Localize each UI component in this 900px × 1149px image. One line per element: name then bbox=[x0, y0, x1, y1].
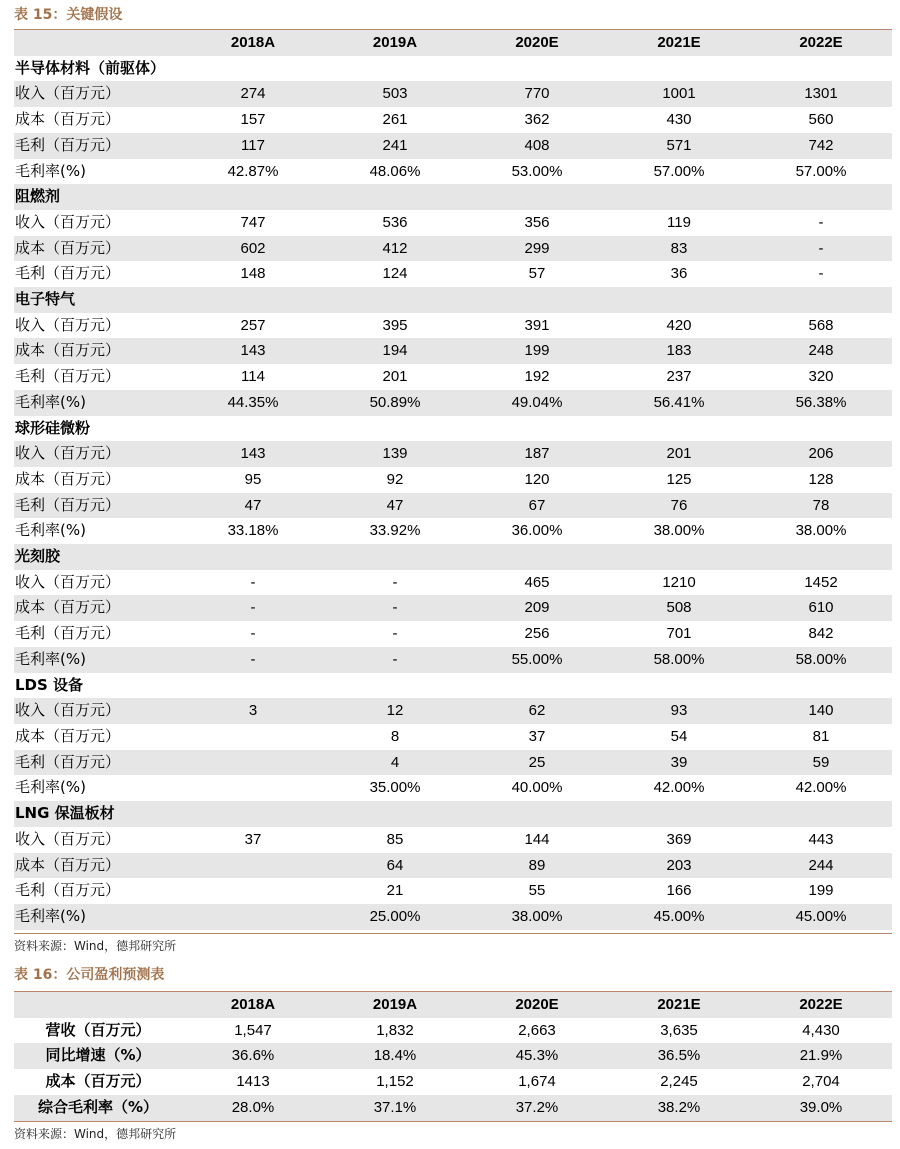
table-cell bbox=[608, 801, 750, 827]
table-cell: 67 bbox=[466, 493, 608, 519]
table-cell: 395 bbox=[382, 316, 408, 334]
table-cell: 89 bbox=[466, 853, 608, 879]
table-cell: 50.89% bbox=[324, 390, 466, 416]
table-cell: 148 bbox=[240, 265, 266, 283]
table-cell: 274 bbox=[182, 81, 324, 107]
table-cell: 187 bbox=[466, 441, 608, 467]
table-cell: - bbox=[392, 625, 398, 643]
table-cell: 408 bbox=[466, 133, 608, 159]
table-cell: 320 bbox=[808, 368, 834, 386]
row-label: 收入（百万元） bbox=[14, 698, 182, 724]
table-cell: 3,635 bbox=[660, 1021, 698, 1039]
section-label: LDS 设备 bbox=[15, 675, 84, 694]
table-cell: 21 bbox=[386, 882, 404, 900]
table-cell: 42.00% bbox=[795, 779, 847, 797]
table-cell bbox=[324, 56, 466, 82]
table-cell: 412 bbox=[324, 236, 466, 262]
table-cell: 201 bbox=[382, 368, 408, 386]
table-row bbox=[14, 878, 892, 904]
header-year: 2021E bbox=[608, 30, 750, 56]
row-label: 毛利（百万元） bbox=[15, 624, 121, 643]
row-label: 成本（百万元） bbox=[45, 1072, 151, 1091]
table-cell: 58.00% bbox=[608, 647, 750, 673]
header-year: 2020E bbox=[466, 30, 608, 56]
table15-source: 资料来源：Wind，德邦研究所 bbox=[14, 939, 177, 953]
table-cell: 36.5% bbox=[608, 1043, 750, 1069]
table-cell: 93 bbox=[608, 698, 750, 724]
table-cell: 2,704 bbox=[802, 1073, 840, 1091]
table-cell: 356 bbox=[524, 213, 550, 231]
table-row bbox=[14, 261, 892, 287]
table-cell: 199 bbox=[808, 882, 834, 900]
table-row bbox=[14, 775, 892, 801]
table-cell: 1210 bbox=[662, 573, 696, 591]
table-cell: 842 bbox=[808, 625, 834, 643]
section-row bbox=[14, 184, 892, 210]
table-cell: 248 bbox=[750, 338, 892, 364]
table-cell bbox=[182, 750, 324, 776]
table-cell: 37 bbox=[528, 727, 546, 745]
section-label: 球形硅微粉 bbox=[15, 418, 91, 437]
header-corner bbox=[14, 992, 182, 1018]
table-cell: 117 bbox=[182, 133, 324, 159]
section-row bbox=[14, 416, 892, 442]
table-cell: 39 bbox=[608, 750, 750, 776]
table-cell: 209 bbox=[466, 595, 608, 621]
table16-title: 表 16：公司盈利预测表 bbox=[14, 967, 165, 983]
table-cell bbox=[466, 287, 608, 313]
table-cell: 125 bbox=[666, 470, 692, 488]
row-label: 毛利率(%) bbox=[15, 521, 86, 540]
table-cell bbox=[466, 416, 608, 442]
table-cell: 45.00% bbox=[608, 904, 750, 930]
row-label: 收入（百万元） bbox=[14, 441, 182, 467]
table-cell bbox=[182, 904, 324, 930]
row-label: 毛利（百万元） bbox=[14, 133, 182, 159]
table-cell: 742 bbox=[750, 133, 892, 159]
table-cell: - bbox=[818, 213, 824, 231]
row-label: 成本（百万元） bbox=[15, 726, 121, 745]
table-row bbox=[14, 1043, 892, 1069]
table-cell: 362 bbox=[524, 111, 550, 129]
row-label: 成本（百万元） bbox=[15, 469, 121, 488]
table-cell: 12 bbox=[324, 698, 466, 724]
section-label: 电子特气 bbox=[14, 287, 182, 313]
table-cell: 203 bbox=[608, 853, 750, 879]
table-cell: - bbox=[324, 647, 466, 673]
table-cell bbox=[182, 724, 324, 750]
table-cell: 83 bbox=[608, 236, 750, 262]
section-label: 阻燃剂 bbox=[14, 184, 182, 210]
table-cell bbox=[182, 544, 324, 570]
header-year: 2018A bbox=[182, 30, 324, 56]
table-cell: 38.00% bbox=[653, 522, 705, 540]
table-cell: 144 bbox=[524, 830, 550, 848]
key-assumptions-table bbox=[14, 30, 892, 930]
table-cell: 8 bbox=[390, 727, 400, 745]
table-row bbox=[14, 81, 892, 107]
table-cell bbox=[324, 416, 466, 442]
table-cell: 1413 bbox=[236, 1073, 270, 1091]
header-year: 2021E bbox=[608, 992, 750, 1018]
table-cell: 201 bbox=[608, 441, 750, 467]
table-cell: 35.00% bbox=[369, 779, 421, 797]
table15-bottom-rule bbox=[14, 933, 892, 934]
table-cell bbox=[182, 56, 324, 82]
header-corner bbox=[14, 30, 182, 56]
row-label: 毛利（百万元） bbox=[15, 264, 121, 283]
table-row bbox=[14, 1018, 892, 1044]
row-label: 收入（百万元） bbox=[15, 829, 121, 848]
table-cell: 199 bbox=[466, 338, 608, 364]
table-cell bbox=[608, 287, 750, 313]
table-cell: 42.87% bbox=[227, 162, 279, 180]
table-cell: 49.04% bbox=[466, 390, 608, 416]
table15-title: 表 15：关键假设 bbox=[14, 7, 123, 23]
table-cell: 28.0% bbox=[182, 1095, 324, 1121]
table-cell: 57.00% bbox=[795, 162, 847, 180]
table-cell bbox=[750, 184, 892, 210]
table-cell: 1,152 bbox=[376, 1073, 414, 1091]
table-cell bbox=[182, 287, 324, 313]
table-cell: 37.2% bbox=[466, 1095, 608, 1121]
table-cell bbox=[182, 775, 324, 801]
row-label: 毛利率(%) bbox=[14, 647, 182, 673]
table-row bbox=[14, 338, 892, 364]
table-cell: 76 bbox=[608, 493, 750, 519]
table-cell: 369 bbox=[666, 830, 692, 848]
row-label: 收入（百万元） bbox=[15, 572, 121, 591]
table-row bbox=[14, 1095, 892, 1121]
table-cell: 237 bbox=[666, 368, 692, 386]
table15-header-row bbox=[14, 30, 892, 56]
table-row bbox=[14, 904, 892, 930]
table-cell: - bbox=[750, 236, 892, 262]
table-row bbox=[14, 133, 892, 159]
table-cell: 64 bbox=[324, 853, 466, 879]
table-row bbox=[14, 159, 892, 185]
table-row bbox=[14, 518, 892, 544]
section-row bbox=[14, 801, 892, 827]
table-cell: 261 bbox=[382, 111, 408, 129]
table-cell: 56.41% bbox=[608, 390, 750, 416]
table-cell: 4 bbox=[324, 750, 466, 776]
table-cell: 36.00% bbox=[511, 522, 563, 540]
table-cell bbox=[324, 673, 466, 699]
table-cell: 33.92% bbox=[369, 522, 421, 540]
header-year: 2022E bbox=[750, 992, 892, 1018]
table-cell: 536 bbox=[382, 213, 408, 231]
table-cell: 4,430 bbox=[802, 1021, 840, 1039]
table-cell: 241 bbox=[324, 133, 466, 159]
row-label: 成本（百万元） bbox=[15, 110, 121, 129]
row-label: 营收（百万元） bbox=[45, 1020, 151, 1039]
table-cell bbox=[750, 287, 892, 313]
table-cell: - bbox=[392, 573, 398, 591]
row-label: 综合毛利率（%） bbox=[14, 1095, 182, 1121]
table-cell bbox=[750, 801, 892, 827]
table-cell: 610 bbox=[750, 595, 892, 621]
table-cell: - bbox=[250, 625, 256, 643]
table-cell: - bbox=[182, 647, 324, 673]
row-label: 毛利（百万元） bbox=[14, 750, 182, 776]
table-cell: 299 bbox=[466, 236, 608, 262]
table-cell: 21.9% bbox=[750, 1043, 892, 1069]
row-label: 毛利（百万元） bbox=[15, 367, 121, 386]
table-cell: 38.2% bbox=[608, 1095, 750, 1121]
row-label: 毛利（百万元） bbox=[14, 493, 182, 519]
table-cell: 54 bbox=[670, 727, 688, 745]
table-cell: 1,674 bbox=[518, 1073, 556, 1091]
table-cell: - bbox=[182, 595, 324, 621]
row-label: 成本（百万元） bbox=[14, 853, 182, 879]
row-label: 成本（百万元） bbox=[14, 595, 182, 621]
table-cell: 1,832 bbox=[376, 1021, 414, 1039]
section-row bbox=[14, 287, 892, 313]
table-cell: 1,547 bbox=[234, 1021, 272, 1039]
table-cell: 140 bbox=[750, 698, 892, 724]
header-year: 2020E bbox=[466, 992, 608, 1018]
table-cell: 42.00% bbox=[653, 779, 705, 797]
table-cell bbox=[324, 801, 466, 827]
table-row bbox=[14, 441, 892, 467]
table-cell bbox=[182, 184, 324, 210]
header-year: 2018A bbox=[182, 992, 324, 1018]
table-cell: 38.00% bbox=[466, 904, 608, 930]
table-cell bbox=[182, 878, 324, 904]
row-label: 毛利率(%) bbox=[15, 161, 86, 180]
table-cell: 166 bbox=[666, 882, 692, 900]
table-cell: 40.00% bbox=[511, 779, 563, 797]
table-cell: 124 bbox=[382, 265, 408, 283]
table-row bbox=[14, 750, 892, 776]
row-label: 成本（百万元） bbox=[14, 338, 182, 364]
table-cell bbox=[750, 416, 892, 442]
table-cell: 257 bbox=[240, 316, 266, 334]
table-cell bbox=[466, 544, 608, 570]
table-cell: 143 bbox=[182, 441, 324, 467]
table-cell: 1452 bbox=[804, 573, 838, 591]
table-cell: 39.0% bbox=[750, 1095, 892, 1121]
table-row bbox=[14, 364, 892, 390]
table-cell: 37 bbox=[244, 830, 262, 848]
section-label: 光刻胶 bbox=[14, 544, 182, 570]
table-cell: 18.4% bbox=[324, 1043, 466, 1069]
table-cell: 48.06% bbox=[369, 162, 421, 180]
row-label: 毛利（百万元） bbox=[15, 881, 121, 900]
table-cell: 508 bbox=[608, 595, 750, 621]
table-cell: 47 bbox=[182, 493, 324, 519]
table-row bbox=[14, 313, 892, 339]
table-cell: 1301 bbox=[750, 81, 892, 107]
table-cell: 85 bbox=[386, 830, 404, 848]
table-row bbox=[14, 570, 892, 596]
table-cell bbox=[608, 184, 750, 210]
table-row bbox=[14, 1069, 892, 1095]
table-cell bbox=[750, 544, 892, 570]
table-cell bbox=[608, 673, 750, 699]
table-cell: 3 bbox=[182, 698, 324, 724]
table-cell: 36.6% bbox=[182, 1043, 324, 1069]
table-row bbox=[14, 595, 892, 621]
table16-header-row bbox=[14, 992, 892, 1018]
table-cell bbox=[324, 287, 466, 313]
table-cell: - bbox=[250, 573, 256, 591]
table16-source: 资料来源：Wind，德邦研究所 bbox=[14, 1127, 177, 1141]
table-cell: 119 bbox=[667, 213, 691, 231]
table-row bbox=[14, 724, 892, 750]
table-cell: 95 bbox=[244, 470, 262, 488]
table-row bbox=[14, 390, 892, 416]
table-row bbox=[14, 493, 892, 519]
table-row bbox=[14, 467, 892, 493]
table-cell: 256 bbox=[524, 625, 550, 643]
table-cell: 143 bbox=[182, 338, 324, 364]
row-label: 毛利率(%) bbox=[15, 778, 86, 797]
table-cell: 747 bbox=[240, 213, 266, 231]
header-year: 2022E bbox=[750, 30, 892, 56]
table-cell: 701 bbox=[666, 625, 692, 643]
table-cell: 443 bbox=[808, 830, 834, 848]
section-label: 半导体材料（前驱体） bbox=[15, 58, 166, 77]
table-cell: 465 bbox=[524, 573, 550, 591]
row-label: 毛利率(%) bbox=[14, 390, 182, 416]
table-cell: 770 bbox=[466, 81, 608, 107]
table-cell bbox=[182, 673, 324, 699]
table-cell: 58.00% bbox=[750, 647, 892, 673]
table-cell: 45.3% bbox=[466, 1043, 608, 1069]
table-cell: 2,663 bbox=[518, 1021, 556, 1039]
table-cell bbox=[182, 853, 324, 879]
table-cell: 128 bbox=[808, 470, 834, 488]
table-cell: 62 bbox=[466, 698, 608, 724]
section-label: LNG 保温板材 bbox=[14, 801, 182, 827]
table-cell: 391 bbox=[524, 316, 550, 334]
row-label: 收入（百万元） bbox=[14, 81, 182, 107]
table-cell: 560 bbox=[808, 111, 834, 129]
table-cell: 568 bbox=[808, 316, 834, 334]
table-cell bbox=[182, 416, 324, 442]
table-cell: 571 bbox=[608, 133, 750, 159]
table-cell bbox=[750, 673, 892, 699]
table-row bbox=[14, 107, 892, 133]
section-row bbox=[14, 544, 892, 570]
table-cell bbox=[608, 56, 750, 82]
table-cell: 81 bbox=[812, 727, 830, 745]
table-cell: 57 bbox=[528, 265, 546, 283]
table16-body bbox=[14, 1018, 892, 1121]
row-label: 收入（百万元） bbox=[15, 315, 121, 334]
table-cell: 25 bbox=[466, 750, 608, 776]
table-row bbox=[14, 621, 892, 647]
table-cell: - bbox=[818, 265, 824, 283]
table-cell: 45.00% bbox=[750, 904, 892, 930]
table-cell bbox=[608, 416, 750, 442]
table-cell: 192 bbox=[524, 368, 550, 386]
table-cell bbox=[750, 56, 892, 82]
table-cell: 92 bbox=[386, 470, 404, 488]
table-cell: 25.00% bbox=[324, 904, 466, 930]
table-cell: 244 bbox=[750, 853, 892, 879]
table-cell: 44.35% bbox=[182, 390, 324, 416]
table-row bbox=[14, 647, 892, 673]
table-row bbox=[14, 827, 892, 853]
table-cell: 33.18% bbox=[227, 522, 279, 540]
table-cell: 420 bbox=[666, 316, 692, 334]
table-row bbox=[14, 853, 892, 879]
header-year: 2019A bbox=[324, 30, 466, 56]
table-row bbox=[14, 210, 892, 236]
table-cell bbox=[608, 544, 750, 570]
table-cell: 55.00% bbox=[466, 647, 608, 673]
section-row bbox=[14, 56, 892, 82]
table-cell: 1001 bbox=[608, 81, 750, 107]
table-cell: 38.00% bbox=[795, 522, 847, 540]
table-cell bbox=[466, 56, 608, 82]
table-cell: 37.1% bbox=[324, 1095, 466, 1121]
row-label: 收入（百万元） bbox=[15, 212, 121, 231]
table-cell: 53.00% bbox=[511, 162, 563, 180]
table-cell: 36 bbox=[670, 265, 688, 283]
table15-body bbox=[14, 56, 892, 930]
row-label: 毛利率(%) bbox=[14, 904, 182, 930]
table-cell bbox=[182, 801, 324, 827]
table-cell: 78 bbox=[750, 493, 892, 519]
table-cell bbox=[466, 184, 608, 210]
table-cell: 157 bbox=[240, 111, 266, 129]
table-row bbox=[14, 236, 892, 262]
table-cell: 120 bbox=[524, 470, 550, 488]
table-cell: 139 bbox=[324, 441, 466, 467]
table-cell: - bbox=[324, 595, 466, 621]
table-cell bbox=[324, 184, 466, 210]
table-cell: 2,245 bbox=[660, 1073, 698, 1091]
row-label: 成本（百万元） bbox=[14, 236, 182, 262]
table16-bottom-rule bbox=[14, 1121, 892, 1122]
table-row bbox=[14, 698, 892, 724]
table-cell: 56.38% bbox=[750, 390, 892, 416]
table-cell: 206 bbox=[750, 441, 892, 467]
table-cell bbox=[466, 801, 608, 827]
row-label: 同比增速（%） bbox=[14, 1043, 182, 1069]
table-cell: 602 bbox=[182, 236, 324, 262]
table-cell: 59 bbox=[750, 750, 892, 776]
table-cell: 503 bbox=[324, 81, 466, 107]
table-cell: 430 bbox=[666, 111, 692, 129]
table-cell: 183 bbox=[608, 338, 750, 364]
table-cell: 55 bbox=[528, 882, 546, 900]
table-cell: 194 bbox=[324, 338, 466, 364]
table-cell: 114 bbox=[241, 368, 265, 386]
table-cell: 57.00% bbox=[653, 162, 705, 180]
table-cell bbox=[324, 544, 466, 570]
header-year: 2019A bbox=[324, 992, 466, 1018]
table-cell: 47 bbox=[324, 493, 466, 519]
section-row bbox=[14, 673, 892, 699]
profit-forecast-table bbox=[14, 992, 892, 1121]
table-cell bbox=[466, 673, 608, 699]
